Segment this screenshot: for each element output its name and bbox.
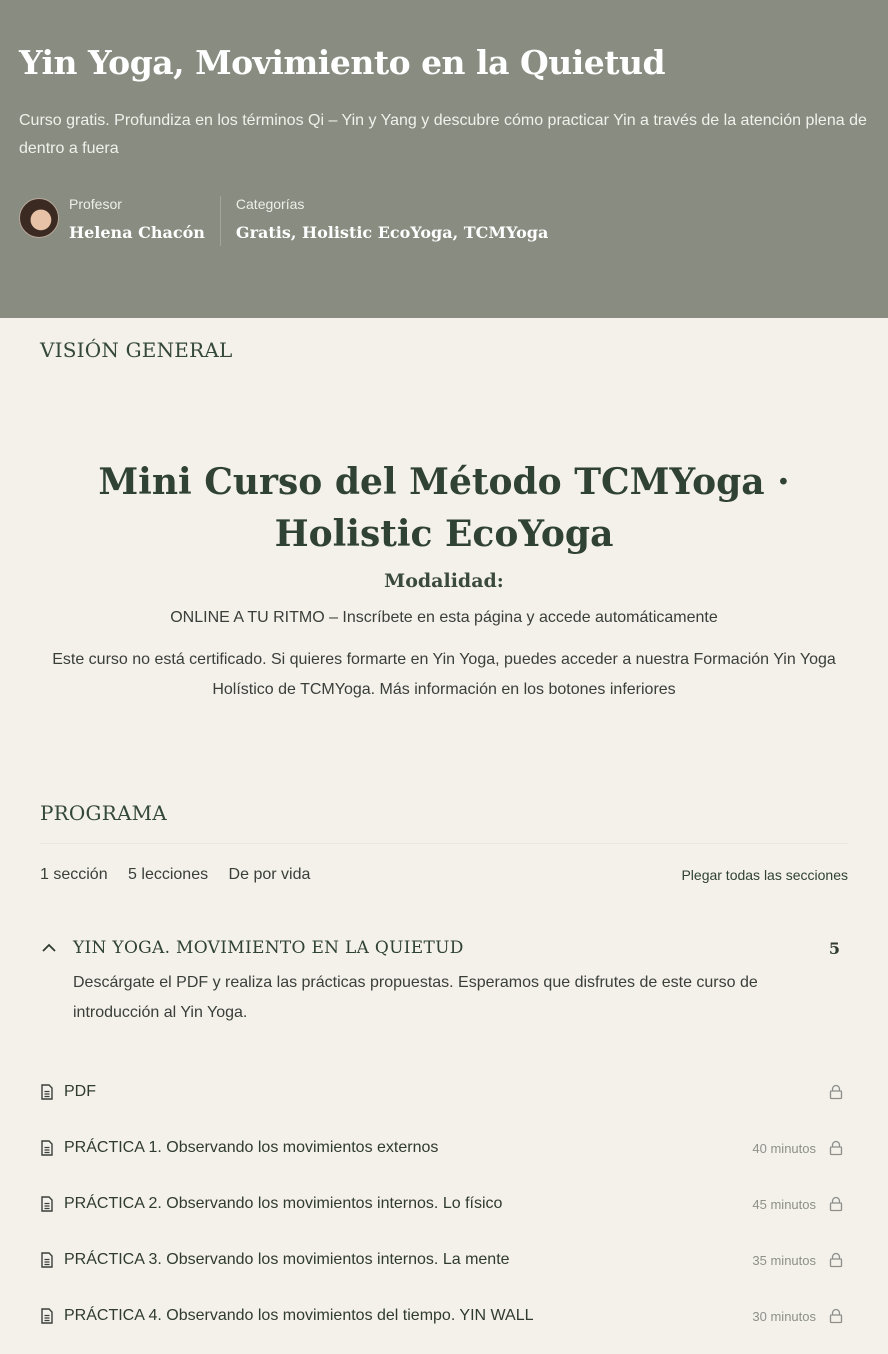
course-hero: [0, 0, 888, 318]
course-meta: [19, 194, 869, 246]
certificate-text: Este curso no está certificado. Si quieres formarte en Yin Yoga, puedes acceder a nuestra Formación Yin Yoga Holístico de TCMYoga. Más información en los botones inferiores: [52, 651, 836, 698]
lesson-main: [40, 1307, 534, 1325]
course-content: [0, 338, 888, 1344]
course-title: Yin Yoga, Movimiento en la Quietud: [19, 43, 666, 82]
teacher-label: Profesor: [69, 196, 122, 212]
lesson-meta: [816, 1084, 848, 1100]
lesson-main: [40, 1251, 510, 1269]
document-icon: [40, 1084, 54, 1100]
lesson-duration: 40 minutos: [752, 1140, 816, 1156]
section-description: Descárgate el PDF y realiza las prácticas propuestas. Esperamos que disfrutes de este curso de introducción al Yin Yoga.: [73, 974, 758, 1021]
overview-heading: VISIÓN GENERAL: [40, 338, 233, 362]
lock-icon: [828, 1308, 844, 1324]
lesson-main: [40, 1195, 502, 1213]
collapse-all-button[interactable]: Plegar todas las secciones: [681, 867, 848, 883]
lesson-meta: [752, 1252, 848, 1268]
document-icon: [40, 1308, 54, 1324]
modalidad-label: Modalidad:: [384, 570, 504, 592]
lesson-item[interactable]: [40, 1232, 848, 1288]
mini-course-title: Mini Curso del Método TCMYoga · Holistic EcoYoga: [98, 461, 790, 555]
meta-divider: [220, 196, 221, 246]
program-divider: [40, 843, 848, 844]
online-text: ONLINE A TU RITMO – Inscríbete en esta página y accede automáticamente: [170, 609, 718, 626]
lesson-duration: 35 minutos: [752, 1252, 816, 1268]
program-stats: [40, 866, 326, 884]
lesson-meta: [752, 1308, 848, 1324]
document-icon: [40, 1140, 54, 1156]
access-duration: De por vida: [228, 866, 311, 883]
lesson-main: [40, 1083, 96, 1101]
lesson-meta: [752, 1140, 848, 1156]
program-meta: [40, 866, 848, 884]
lock-icon: [828, 1196, 844, 1212]
lesson-title: PRÁCTICA 2. Observando los movimientos internos. Lo físico: [64, 1195, 503, 1212]
section-title-wrap: [42, 938, 464, 958]
lesson-item[interactable]: [40, 1120, 848, 1176]
categories-block: [236, 194, 548, 244]
document-icon: [40, 1252, 54, 1268]
lock-icon: [828, 1252, 844, 1268]
lesson-item[interactable]: [40, 1176, 848, 1232]
lesson-item[interactable]: [40, 1064, 848, 1120]
sections-count: 1 sección: [40, 866, 108, 883]
lesson-title: PRÁCTICA 4. Observando los movimientos del tiempo. YIN WALL: [64, 1307, 534, 1324]
section-lesson-count: 5: [828, 938, 840, 958]
course-description: Curso gratis. Profundiza en los términos Qi – Yin y Yang y descubre cómo practicar Yin a través de la atención plena de dentro a fuera: [19, 112, 867, 157]
lock-icon: [828, 1140, 844, 1156]
lesson-title: PRÁCTICA 1. Observando los movimientos externos: [64, 1139, 439, 1156]
lesson-title: PRÁCTICA 3. Observando los movimientos internos. La mente: [64, 1251, 510, 1268]
section-title: YIN YOGA. MOVIMIENTO EN LA QUIETUD: [73, 938, 464, 958]
lesson-meta: [752, 1196, 848, 1212]
lesson-title: PDF: [64, 1083, 96, 1100]
lesson-duration: 45 minutos: [752, 1196, 816, 1212]
lessons-count: 5 lecciones: [128, 866, 209, 883]
lesson-duration: 30 minutos: [752, 1308, 816, 1324]
categories-links[interactable]: Gratis, Holistic EcoYoga, TCMYoga: [235, 223, 549, 242]
chevron-up-icon[interactable]: [42, 940, 58, 956]
categories-label: Categorías: [235, 196, 305, 212]
lesson-list: [40, 1064, 848, 1344]
document-icon: [40, 1196, 54, 1212]
lesson-item[interactable]: [40, 1288, 848, 1344]
teacher-block: [69, 194, 205, 244]
lesson-main: [40, 1139, 438, 1157]
teacher-avatar[interactable]: [19, 198, 59, 238]
lock-icon: [828, 1084, 844, 1100]
teacher-name-link[interactable]: Helena Chacón: [69, 223, 205, 242]
curriculum-section-header[interactable]: [40, 938, 848, 958]
program-heading: PROGRAMA: [40, 801, 167, 825]
